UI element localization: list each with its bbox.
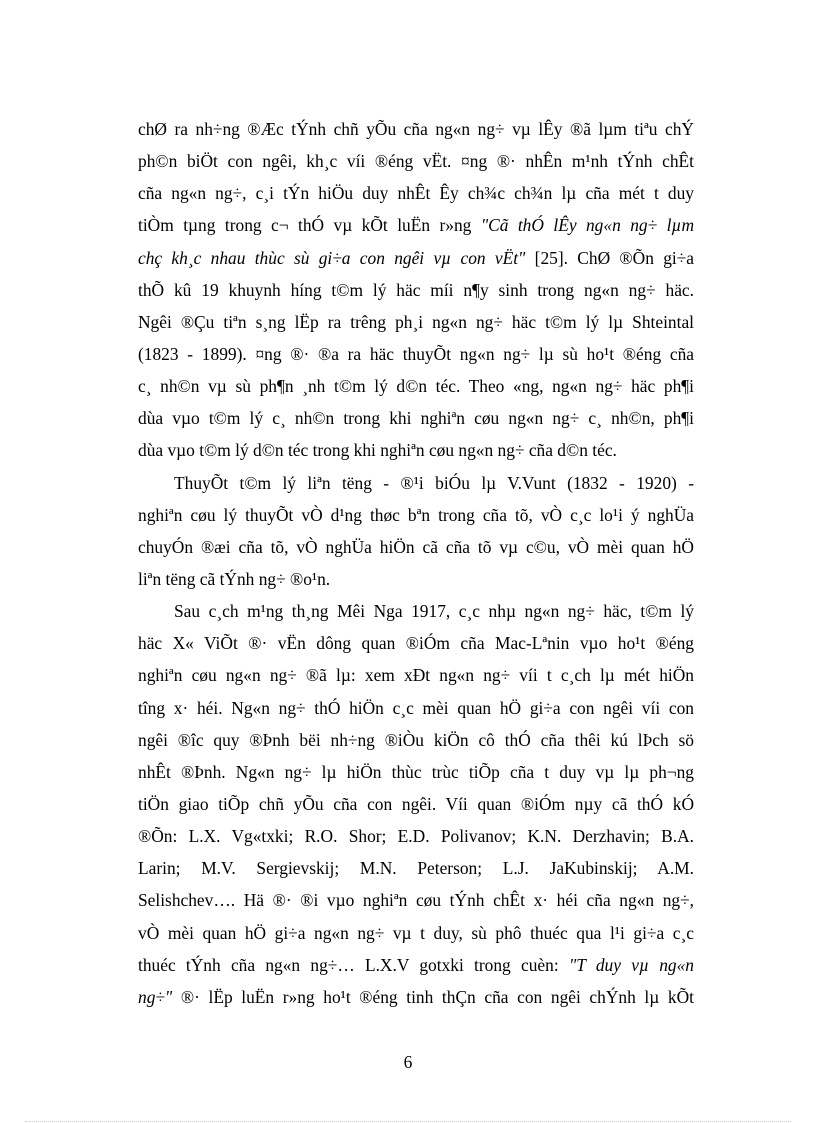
text-run: häc X« ViÕt ®· vËn dông quan ®iÓm cña Mac-Lªnin vµo ho¹t ®éng: [138, 633, 694, 654]
text-run: nhÊt ®Þnh. Ng«n ng÷ lµ hiÖn thùc trùc tiÕp cña t duy vµ lµ ph¬ng: [138, 761, 694, 782]
text-run: ph©n biÖt con ngêi, kh¸c víi ®éng vËt. ¤ng ®· nhÊn m¹nh tÝnh chÊt: [138, 151, 694, 172]
italic-quote-text: ng÷": [138, 986, 173, 1007]
text-run: Selishchev…. Hä ®· ®i vµo nghiªn cøu tÝnh chÊt x· héi cña ng«n ng÷,: [138, 890, 694, 911]
italic-quote-text: "Cã thÓ lÊy ng«n ng÷ lµm: [480, 215, 694, 236]
text-run: Sau c¸ch m¹ng th¸ng Mêi Nga 1917, c¸c nhµ ng«n ng÷ häc, t©m lý: [174, 601, 694, 622]
text-run: [25]. ChØ ®Õn gi÷a: [525, 247, 694, 268]
text-run: cña ng«n ng÷, c¸i tÝn hiÖu duy nhÊt Êy ch¾c ch¾n lµ cña mét t duy: [138, 183, 694, 204]
text-run: ngêi ®îc quy ®Þnh bëi nh÷ng ®iÒu kiÖn cô thÓ cña thêi kú lÞch sö: [138, 729, 694, 750]
text-line: [138, 209, 694, 241]
text-run: chØ ra nh÷ng ®Æc tÝnh chñ yÕu cña ng«n ng÷ vµ lÊy ®ã lµm tiªu chÝ: [138, 119, 694, 139]
text-line: [138, 756, 694, 788]
text-run: chuyÓn ®æi cña tõ, vÒ nghÜa hiÖn cã cña tõ vµ c©u, vÒ mèi quan hÖ: [138, 536, 694, 557]
text-run: nghiªn cøu lý thuyÕt vÒ d¹ng thøc bªn trong cña tõ, vÒ c¸c lo¹i ý nghÜa: [138, 504, 694, 525]
text-line: [138, 402, 694, 434]
text-line: [138, 531, 694, 563]
text-run: nghiªn cøu ng«n ng÷ ®ã lµ: xem xÐt ng«n ng÷ víi t c¸ch lµ mét hiÖn: [138, 665, 694, 686]
text-line: [138, 274, 694, 306]
text-line: [138, 595, 694, 627]
text-run: dùa vµo t©m lý c¸ nh©n trong khi nghiªn cøu ng«n ng÷ c¸ nh©n, ph¶i: [138, 408, 694, 429]
text-run: Ngêi ®Çu tiªn s¸ng lËp ra trêng ph¸i ng«n ng÷ häc t©m lý lµ Shteintal: [138, 311, 694, 332]
text-line: [138, 884, 694, 916]
text-line: [138, 627, 694, 659]
text-line: [138, 370, 694, 402]
text-line: [138, 306, 694, 338]
text-line: [138, 113, 694, 145]
text-line: [138, 852, 694, 884]
text-line: [138, 659, 694, 691]
text-run: dùa vµo t©m lý d©n téc trong khi nghiªn cøu ng«n ng÷ cña d©n téc.: [138, 440, 617, 461]
text-line: [138, 949, 694, 981]
text-run: tiÖn giao tiÕp chñ yÕu cña con ngêi. Víi quan ®iÓm nµy cã thÓ kÓ: [138, 793, 694, 814]
text-line: [138, 145, 694, 177]
italic-quote-text: chç kh¸c nhau thùc sù gi÷a con ngêi vµ con vËt": [138, 247, 526, 268]
text-run: thuéc tÝnh cña ng«n ng÷… L.X.V gotxki trong cuèn:: [138, 954, 569, 975]
body-text: [138, 113, 694, 1013]
text-line: [138, 981, 694, 1013]
text-run: ThuyÕt t©m lý liªn tëng - ®¹i biÓu lµ V.Vunt (1832 - 1920) -: [174, 472, 694, 493]
text-line: [138, 563, 694, 595]
text-line: [138, 338, 694, 370]
italic-quote-text: "T duy vµ ng«n: [568, 954, 694, 975]
page-bottom-border: [25, 1121, 791, 1122]
text-line: [138, 434, 694, 466]
text-run: liªn tëng cã tÝnh ng÷ ®o¹n.: [138, 568, 331, 589]
text-line: [138, 820, 694, 852]
text-line: [138, 242, 694, 274]
text-line: [138, 177, 694, 209]
text-run: tîng x· héi. Ng«n ng÷ thÓ hiÖn c¸c mèi quan hÖ gi÷a con ngêi víi con: [138, 697, 694, 718]
text-line: [138, 692, 694, 724]
text-run: ®· lËp luËn r»ng ho¹t ®éng tinh thÇn cña con ngêi chÝnh lµ kÕt: [172, 986, 694, 1007]
text-run: vÒ mèi quan hÖ gi÷a ng«n ng÷ vµ t duy, sù phô thuéc qua l¹i gi÷a c¸c: [138, 922, 694, 943]
page-number: 6: [403, 1052, 413, 1072]
text-run: Larin; M.V. Sergievskij; M.N. Peterson; L.J. JaKubinskij; A.M.: [138, 858, 694, 879]
text-line: [138, 499, 694, 531]
text-line: [138, 917, 694, 949]
text-run: tiÒm tµng trong c¬ thÓ vµ kÕt luËn r»ng: [138, 215, 481, 236]
text-run: (1823 - 1899). ¤ng ®· ®a ra häc thuyÕt ng«n ng÷ lµ sù ho¹t ®éng cña: [138, 343, 694, 364]
text-line: [138, 724, 694, 756]
text-line: [138, 788, 694, 820]
text-run: c¸ nh©n vµ sù ph¶n ¸nh t©m lý d©n téc. Theo «ng, ng«n ng÷ häc ph¶i: [138, 376, 694, 397]
text-run: thÕ kû 19 khuynh híng t©m lý häc míi n¶y sinh trong ng«n ng÷ häc.: [138, 279, 694, 300]
text-run: ®Õn: L.X. Vg«txki; R.O. Shor; E.D. Polivanov; K.N. Derzhavin; B.A.: [138, 826, 694, 847]
text-line: [138, 467, 694, 499]
